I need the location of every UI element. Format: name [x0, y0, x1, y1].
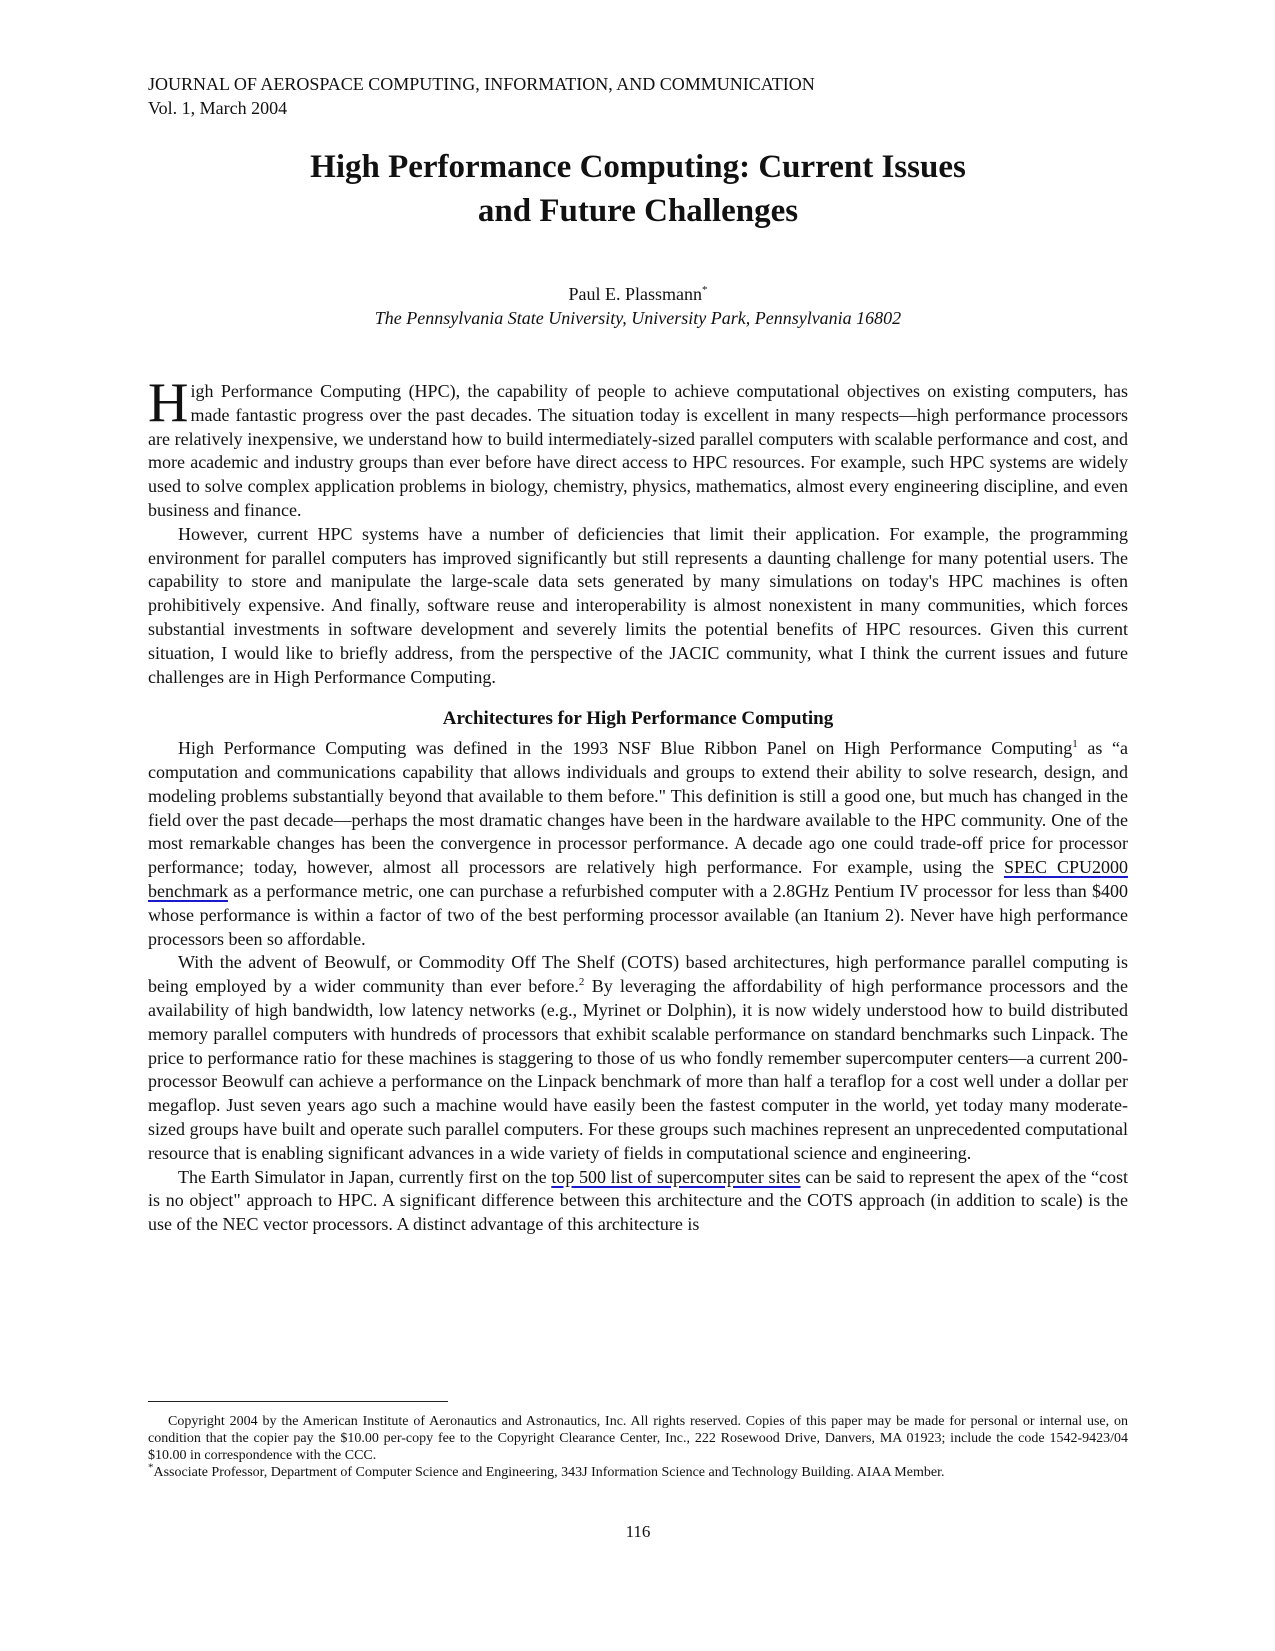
text-run: High Performance Computing was defined in the 1993 NSF Blue Ribbon Panel on High Performance Computing [178, 738, 1073, 759]
reference-mark-2: 2 [578, 976, 585, 989]
reference-mark-1: 1 [1072, 738, 1078, 751]
footnotes [148, 1413, 1128, 1481]
section-heading: Architectures for High Performance Computing [442, 708, 834, 730]
section-paragraph-3 [148, 1166, 1128, 1237]
author-footnote [148, 1461, 1128, 1481]
author-line [148, 282, 1128, 306]
author-name: Paul E. Plassmann [568, 284, 702, 304]
title-line-1: High Performance Computing: Current Issues [310, 149, 966, 185]
text-run: as “a computation and communications capability that allows individuals and groups to extend their ability to solve research, design, and modeling problems substantially beyond that available to them before." This definition is still a good one, but much has changed in the field over the past decade—perhaps the most dramatic changes have been in the hardware available to the HPC community. One of the most remarkable changes has been the convergence in processor performance. A decade ago one could trade-off price for processor performance; today, however, almost all processors are relatively high performance. For example, using the [148, 738, 1128, 878]
paper-body [148, 372, 1128, 1237]
section-paragraph-1 [148, 737, 1128, 951]
text-run: The Earth Simulator in Japan, currently first on the [178, 1166, 552, 1187]
text-run: By leveraging the affordability of high performance processors and the availability of high bandwidth, low latency networks (e.g., Myrinet or Dolphin), it is now widely understood how to build distributed memory parallel computers with hundreds of processors that exhibit scalable performance on standard benchmarks such Linpack. The price to performance ratio for these machines is staggering to those of us who fondly remember supercomputer centers—a current 200-processor Beowulf can achieve a performance on the Linpack benchmark of more than half a teraflop for a cost well under a dollar per megaflop. Just seven years ago such a machine would have easily been the fastest computer in the world, yet today many moderate-sized groups have built and operate such parallel computers. For these groups such machines represent an unprecedented computational resource that is enabling significant advances in a wide variety of fields in computational science and engineering. [148, 976, 1128, 1163]
top500-link[interactable]: top 500 list of supercomputer sites [551, 1166, 801, 1187]
journal-volume: Vol. 1, March 2004 [148, 98, 288, 118]
page-number: 116 [625, 1522, 651, 1541]
title-line-2: and Future Challenges [477, 193, 799, 229]
intro-paragraph-1 [148, 372, 1128, 523]
author-affiliation: The Pennsylvania State University, University Park, Pennsylvania 16802 [374, 308, 902, 328]
text-run: can be said to represent the apex of the “cost is no object" approach to HPC. A significant difference between this architecture and the COTS approach (in addition to scale) is the use of the NEC vector processors. A distinct advantage of this architecture is [148, 1166, 1128, 1235]
journal-name: JOURNAL OF AEROSPACE COMPUTING, INFORMATION, AND COMMUNICATION [148, 74, 815, 94]
author-footnote-text: Associate Professor, Department of Computer Science and Engineering, 343J Information Science and Technology Building. AIAA Member. [153, 1465, 945, 1480]
text-run: With the advent of Beowulf, or Commodity Off The Shelf (COTS) based architectures, high performance parallel computing is being employed by a wider community than ever before. [148, 952, 1128, 997]
copyright-notice: Copyright 2004 by the American Institute of Aeronautics and Astronautics, Inc. All rights reserved. Copies of this paper may be made for personal or internal use, on condition that the copier pay the $10.00 per-copy fee to the Copyright Clearance Center, Inc., 222 Rosewood Drive, Danvers, MA 01923; include the code 1542-9423/04 $10.00 in correspondence with the CCC. [148, 1414, 1128, 1463]
author-footnote-symbol: * [148, 1461, 154, 1474]
intro-paragraph-1-text: igh Performance Computing (HPC), the capability of people to achieve computational objectives on existing computers, has made fantastic progress over the past decades. The situation today is excellent in many respects—high performance processors are relatively inexpensive, we understand how to build intermediately-sized parallel computers with scalable performance and cost, and more academic and industry groups than ever before have direct access to HPC resources. For example, such HPC systems are widely used to solve complex application problems in biology, chemistry, physics, mathematics, almost every engineering discipline, and even business and finance. [148, 381, 1128, 520]
intro-paragraph-2: However, current HPC systems have a number of deficiencies that limit their application. For example, the programming environment for parallel computers has improved significantly but still represents a daunting challenge for many potential users. The capability to store and manipulate the large-scale data sets generated by many simulations on today's HPC machines is often prohibitively expensive. And finally, software reuse and interoperability is almost nonexistent in many communities, which forces substantial investments in software development and severely limits the potential benefits of HPC resources. Given this current situation, I would like to briefly address, from the perspective of the JACIC community, what I think the current issues and future challenges are in High Performance Computing. [148, 523, 1128, 687]
section-paragraph-2 [148, 951, 1128, 1165]
journal-header [148, 72, 815, 120]
text-run: as a performance metric, one can purchase a refurbished computer with a 2.8GHz Pentium IV processor for less than $400 whose performance is within a factor of two of the best performing processor available (an Itanium 2). Never have high performance processors been so affordable. [148, 880, 1128, 949]
spec-cpu2000-link[interactable]: SPEC CPU2000 benchmark [148, 857, 1128, 901]
paper-title [148, 145, 1128, 233]
drop-cap: H [148, 372, 189, 434]
footnote-rule [148, 1401, 448, 1402]
author-footnote-mark: * [702, 284, 708, 296]
